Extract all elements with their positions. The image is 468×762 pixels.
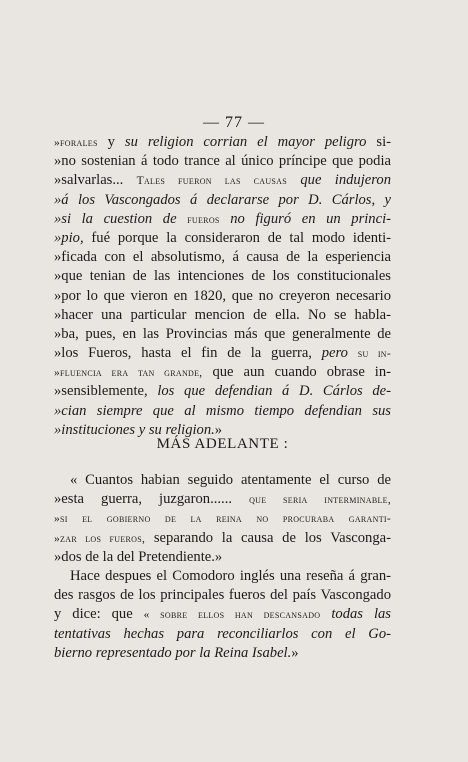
text-line (54, 152, 391, 171)
text-run: que aun cuando obrase in- (202, 364, 392, 381)
text-line (54, 625, 391, 644)
text-run: » (214, 421, 223, 438)
text-line (54, 644, 391, 663)
paragraph-3 (54, 567, 391, 663)
text-run: y dice: que (54, 606, 144, 623)
text-line (54, 567, 391, 586)
italic-text: bierno representado por la Reina Isabel. (54, 644, 292, 661)
small-caps-text: que seria interminable, (249, 494, 391, 507)
text-line (54, 344, 391, 363)
text-run: »ba, pues, en las Provincias más que generalmente de (54, 325, 391, 342)
text-line (54, 133, 391, 152)
text-line (54, 382, 391, 401)
text-run: »esta guerra, juzgaron...... (54, 491, 250, 508)
text-run: »no sostenian á todo trance al único príncipe que podia (54, 153, 391, 170)
text-run: fué porque la consideraron de tal modo identi- (83, 229, 391, 246)
text-line (54, 471, 391, 490)
italic-text: »pio, (54, 229, 84, 246)
italic-text: pero (321, 345, 348, 362)
small-caps-text: fueros (187, 213, 220, 226)
paragraph-2 (54, 471, 391, 567)
text-line (54, 529, 391, 548)
text-line (54, 548, 391, 567)
italic-text: todas las (331, 606, 391, 623)
text-run: »por lo que vieron en 1820, que no creyeron necesario (54, 287, 391, 304)
italic-text: su religion corrian el mayor peligro (124, 134, 367, 150)
small-caps-text: »zar los fueros, (54, 532, 146, 545)
text-line (54, 325, 391, 344)
small-caps-text: »si el gobierno de la reina no procuraba garanti- (54, 513, 391, 526)
italic-text: tentativas hechas para reconciliarlos con el Go- (54, 625, 391, 642)
text-run: « Cuantos habian seguido atentamente el curso de (70, 472, 391, 488)
text-line (54, 306, 391, 325)
text-line (54, 402, 391, 421)
small-caps-text: Tales fueron las causas (136, 175, 287, 188)
text-run: »hacer una particular mencion de ella. No se habla- (54, 306, 391, 323)
text-run (287, 172, 300, 188)
text-line (54, 287, 391, 306)
text-run (348, 345, 358, 361)
text-line (54, 586, 391, 605)
text-run: des rasgos de los principales fueros del país Vascongado (54, 587, 391, 604)
italic-text: »instituciones y su religion. (54, 421, 215, 438)
italic-text: que indujeron (300, 172, 391, 189)
text-run (320, 606, 331, 622)
paragraph-1 (54, 133, 391, 440)
text-line (54, 171, 391, 190)
text-run: »dos de la del Pretendiente.» (54, 548, 223, 565)
text-run: si- (366, 134, 392, 150)
text-line (54, 267, 391, 286)
text-line (54, 509, 391, 528)
small-caps-text: su in- (357, 348, 391, 361)
italic-text: »á los Vascongados á declararse por D. Cárlos, y (54, 191, 391, 208)
text-run: Hace despues el Comodoro inglés una reseña á gran- (70, 568, 391, 584)
italic-text: »si la cuestion de (54, 210, 188, 227)
text-line (54, 248, 391, 267)
small-caps-text: »forales (54, 137, 98, 149)
text-run: »los Fueros, hasta el fin de la guerra, (54, 345, 322, 362)
text-line (54, 229, 391, 248)
text-line (54, 210, 391, 229)
text-run: » (291, 644, 299, 661)
text-line (54, 490, 391, 509)
text-line (54, 191, 391, 210)
text-line (54, 363, 391, 382)
text-run: »salvarlas... (54, 172, 137, 189)
page-number: — 77 — (203, 114, 265, 131)
text-run: »ficada con el absolutismo, á causa de la esperiencia (54, 249, 391, 266)
section-heading: MÁS ADELANTE : (156, 436, 289, 452)
text-run: y (97, 134, 125, 150)
small-caps-text: »fluencia era tan grande, (54, 367, 203, 380)
text-run: separando la causa de los Vasconga- (145, 529, 391, 546)
italic-text: no figuró en un princi- (219, 210, 391, 227)
text-run: »que tenian de las intenciones de los constitucionales (54, 268, 391, 285)
text-run: »sensiblemente, (54, 383, 158, 400)
small-caps-text: « sobre ellos han descansado (143, 609, 321, 622)
italic-text: los que defendian á D. Cárlos de- (157, 383, 391, 400)
italic-text: »cian siempre que al mismo tiempo defendian sus (54, 402, 391, 419)
text-line (54, 605, 391, 624)
